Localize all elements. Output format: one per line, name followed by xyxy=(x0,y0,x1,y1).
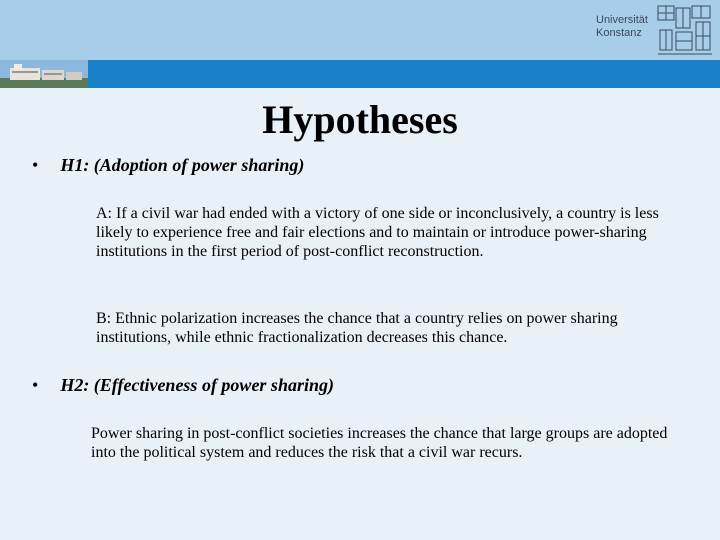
h1-heading xyxy=(32,154,304,176)
h2-heading xyxy=(32,374,334,396)
h2-heading-text: H2: (Effectiveness of power sharing) xyxy=(60,375,334,395)
bullet-icon: • xyxy=(32,375,39,395)
bullet-icon: • xyxy=(32,155,39,175)
logo-line-1: Universität xyxy=(596,14,648,26)
h2-text: Power sharing in post-conflict societies increases the chance that large groups are adopted into the political system and reduces the risk that a civil war recurs. xyxy=(91,425,668,461)
header-stripe xyxy=(88,60,720,88)
h1-heading-text: H1: (Adoption of power sharing) xyxy=(60,155,305,175)
university-logo-icon xyxy=(656,4,714,56)
campus-photo xyxy=(0,60,88,88)
h1-part-a: A: If a civil war had ended with a victory of one side or inconclusively, a country is less likely to experience free and fair elections and to maintain or introduce power-sharing institutions in the first period of post-conflict reconstruction. xyxy=(96,205,659,260)
logo-line-2: Konstanz xyxy=(596,27,642,39)
university-logo-text xyxy=(596,14,656,40)
slide-title: Hypotheses xyxy=(262,97,458,142)
h1-part-b: B: Ethnic polarization increases the chance that a country relies on power sharing institutions, while ethnic fractionalization decreases this chance. xyxy=(96,310,618,346)
